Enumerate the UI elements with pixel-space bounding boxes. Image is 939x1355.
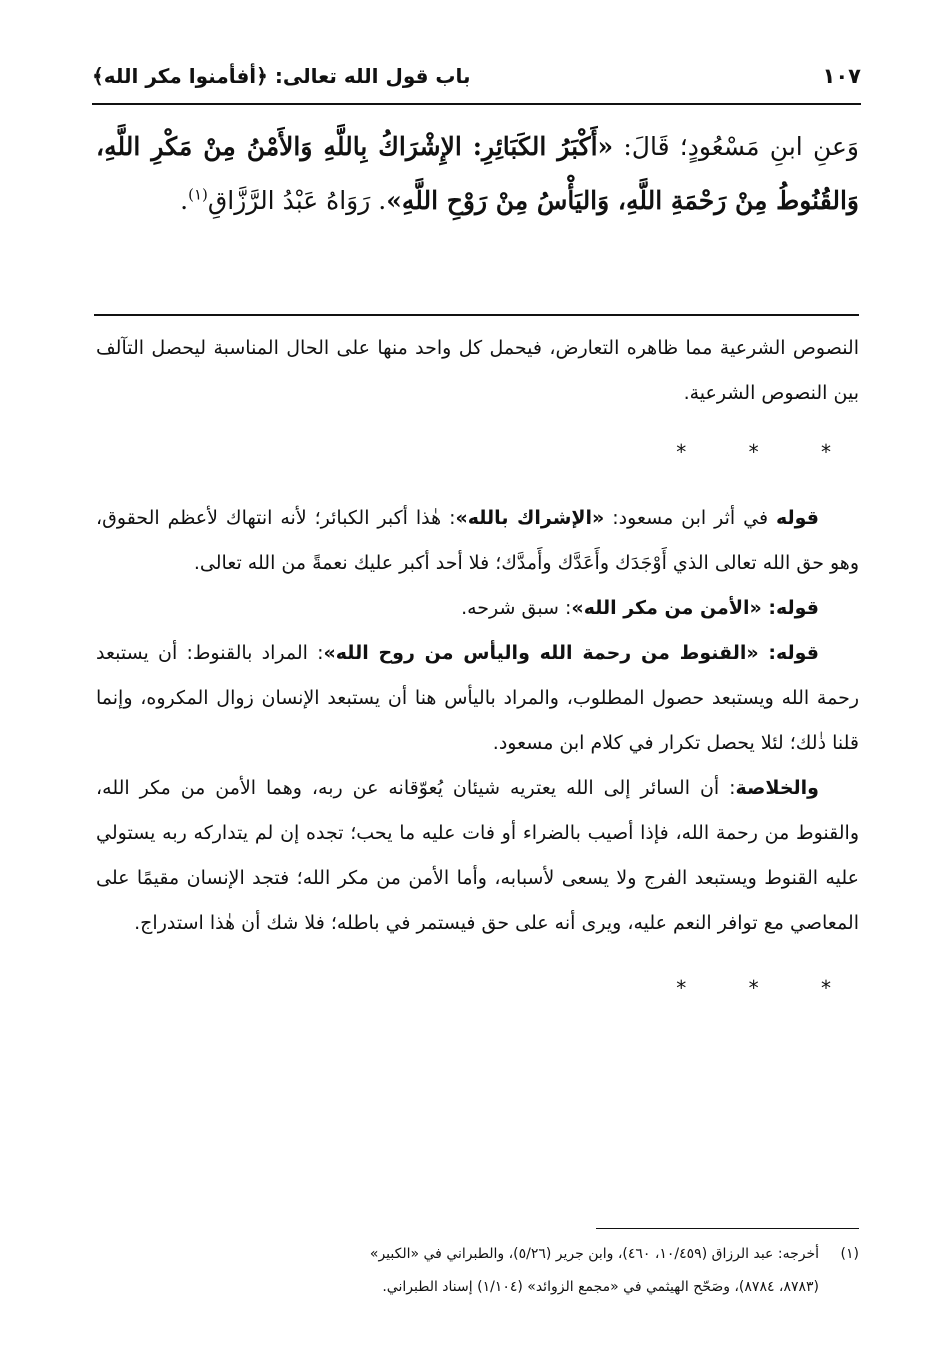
chapter-title: باب قول الله تعالى: ﴿أفأمنوا مكر الله﴾ xyxy=(92,64,471,88)
hadith-intro: وَعنِ ابنِ مَسْعُودٍ؛ قَالَ: xyxy=(613,132,859,161)
label-qawluh: قوله xyxy=(775,507,819,529)
label-qawluh: قوله: xyxy=(758,642,819,664)
commentary-paragraph-3 xyxy=(96,586,859,631)
hadith-paragraph xyxy=(96,120,859,228)
hadith-text xyxy=(96,120,859,228)
footnote-reference[interactable]: (١) xyxy=(188,185,208,204)
commentary-text: : سبق شرحه. xyxy=(461,597,572,619)
commentary-paragraph-5 xyxy=(96,766,859,946)
section-separator: * * * xyxy=(676,976,859,1000)
commentary-text: : أن السائر إلى الله يعتريه شيئان يُعوّقانه عن ربه، وهما الأمن من مكر الله، والقنوط من رحمة الله، فإذا أصيب بالضراء أو فات عليه ما يحب؛ تجده إن لم يتداركه ربه يستولي عليه القنوط ويستبعد الفرج ولا يسعى لأسبابه، وأما الأمن من مكر الله؛ فتجد الإنسان مقيمًا على المعاصي مع توافر النعم عليه، ويرى أنه على حق فيستمر في باطله؛ فلا شك أن هٰذا استدراج. xyxy=(96,777,859,934)
footnote-rule xyxy=(596,1228,859,1229)
page-number: ١٠٧ xyxy=(822,64,861,88)
footnote xyxy=(96,1238,859,1304)
commentary-paragraph-4 xyxy=(96,631,859,766)
commentary-text: : هٰذا أكبر الكبائر؛ لأنه انتهاك لأعظم الحقوق، وهو حق الله تعالى الذي أَوْجَدَك وأَعَدَّك وأَمدَّك؛ فلا أحد أكبر عليك نعمةً من الله تعالى. xyxy=(96,507,859,574)
footnote-line-2: (٨٧٨٣، ٨٧٨٤)، وصَحّح الهيثمي في «مجمع الزوائد» (١/١٠٤) إسناد الطبراني. xyxy=(382,1279,819,1295)
quoted-term: «الإشراك بالله» xyxy=(455,507,605,529)
matn-divider xyxy=(94,314,859,316)
commentary-text: في أثر ابن مسعود: xyxy=(604,507,776,529)
section-separator: * * * xyxy=(676,440,859,464)
hadith-quote: «أَكْبَرُ الكَبَائِرِ: الإِشْرَاكُ بِاللَّهِ وَالأَمْنُ مِنْ مَكْرِ اللَّهِ، وَالقُنُوطُ مِنْ رَحْمَةِ اللَّهِ، وَاليَأْسُ مِنْ رَوْحِ اللَّهِ» xyxy=(96,132,859,215)
quoted-term: «القنوط من رحمة الله واليأس من روح الله» xyxy=(323,642,759,664)
header-rule xyxy=(92,103,861,105)
commentary-text: : المراد بالقنوط: أن يستبعد رحمة الله ويستبعد حصول المطلوب، والمراد باليأس هنا أن يستبعد الإنسان زوال المكروه، وإنما قلنا ذٰلك؛ لئلا يحصل تكرار في كلام ابن مسعود. xyxy=(96,642,859,754)
label-summary: والخلاصة xyxy=(735,777,819,799)
footnote-text: أخرجه: عبد الرزاق (١٠/٤٥٩، ٤٦٠)، وابن جرير (٥/٢٦)، والطبراني في «الكبير» xyxy=(369,1246,819,1262)
hadith-end: . xyxy=(180,186,189,215)
footnote-number: (١) xyxy=(840,1246,859,1262)
hadith-source: . رَوَاهُ عَبْدُ الرَّزَّاقِ xyxy=(207,186,387,215)
commentary-paragraph-2 xyxy=(96,496,859,586)
quoted-term: «الأمن من مكر الله» xyxy=(571,597,762,619)
label-qawluh: قوله: xyxy=(761,597,819,619)
running-header xyxy=(92,52,861,100)
footnote-line-1 xyxy=(96,1238,859,1271)
commentary xyxy=(96,326,859,1020)
commentary-paragraph-1: النصوص الشرعية مما ظاهره التعارض، فيحمل كل واحد منها على الحال المناسبة ليحصل التآلف بين النصوص الشرعية. xyxy=(96,337,859,404)
